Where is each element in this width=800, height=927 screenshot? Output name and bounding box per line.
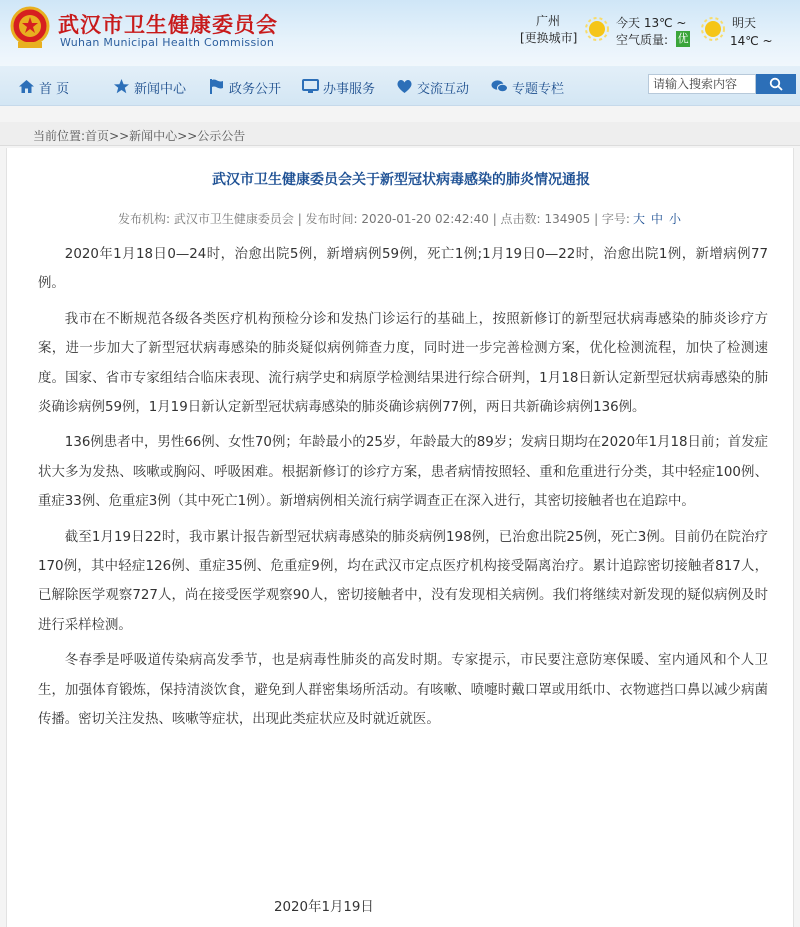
heart-icon [396,78,413,95]
today-temperature: 今天 13℃ ~ [616,16,687,30]
air-quality-badge: 优 [677,32,689,45]
font-size-small-button[interactable]: 小 [669,212,682,226]
breadcrumb-bar [0,122,800,146]
nav-label: 首 页 [39,82,70,97]
publish-time-label: | 发布时间: [297,212,358,226]
national-emblem-icon [10,6,50,50]
sunny-weather-icon [584,16,610,42]
tomorrow-label: 明天 [732,16,757,30]
air-quality-label: 空气质量: [616,33,669,47]
breadcrumb-separator: >> [177,129,198,143]
font-size-label: | 字号: [594,212,630,226]
monitor-icon [302,78,319,95]
nav-label: 政务公开 [229,82,282,97]
article-body [38,240,768,741]
article-paragraph: 136例患者中，男性66例、女性70例；年龄最小的25岁，年龄最大的89岁；发病日期均在2020年1月18日前；首发症状大多为发热、咳嗽或胸闷、呼吸困难。根据新修订的诊疗方案，患者病情按照轻、重和危重进行分类，其中轻症100例、重症33例、危重症3例（其中死亡1例）。新增病例相关流行病学调查正在深入进行，其密切接触者也在追踪中。 [38,435,768,510]
article-paragraph: 我市在不断规范各级各类医疗机构预检分诊和发热门诊运行的基础上，按照新修订的新型冠状病毒感染的肺炎诊疗方案，进一步加大了新型冠状病毒感染的肺炎疑似病例筛查力度，同时进一步完善检测方案，优化检测流程，加快了检测速度。国家、省市专家组结合临床表现、流行病学史和病原学检测结果进行综合研判，1月18日新认定新型冠状病毒感染的肺炎确诊病例59例，1月19日新认定新型冠状病毒感染的肺炎确诊病例77例，两日共新确诊病例136例。 [38,311,768,416]
nav-label: 专题专栏 [512,82,565,97]
article-date: 2020年1月19日 [274,900,374,915]
breadcrumb-news-center[interactable]: 新闻中心 [129,129,178,143]
article-paragraph: 冬春季是呼吸道传染病高发季节，也是病毒性肺炎的高发时期。专家提示，市民要注意防寒保暖、室内通风和个人卫生，加强体育锻炼，保持清淡饮食，避免到人群密集场所活动。有咳嗽、喷嚏时戴口罩或用纸巾、衣物遮挡口鼻以减少病菌传播。密切关注发热、咳嗽等症状，出现此类症状应及时就近就医。 [38,653,768,728]
sunny-weather-icon [700,16,726,42]
home-icon [18,78,35,95]
breadcrumb [33,127,245,144]
weather-city: 广州 [536,14,561,28]
publisher: 武汉市卫生健康委员会 [173,212,294,226]
site-subtitle: Wuhan Municipal Health Commission [60,36,275,49]
click-count: 134905 [544,212,591,226]
nav-label: 办事服务 [323,82,376,97]
breadcrumb-prefix: 当前位置: [33,129,86,143]
article-title: 武汉市卫生健康委员会关于新型冠状病毒感染的肺炎情况通报 [212,172,590,188]
font-size-medium-button[interactable]: 中 [651,212,664,226]
publish-time: 2020-01-20 02:42:40 [361,212,489,226]
star-icon [113,78,130,95]
search-input[interactable] [648,74,756,94]
search-icon [769,77,783,91]
article-paragraph: 截至1月19日22时，我市累计报告新型冠状病毒感染的肺炎病例198例，已治愈出院25例，死亡3例。目前仍在院治疗170例，其中轻症126例、重症35例、危重症9例，均在武汉市定点医疗机构接受隔离治疗。累计追踪密切接触者817人，已解除医学观察727人，尚在接受医学观察90人，密切接触者中，没有发现相关病例。我们将继续对新发现的疑似病例及时进行采样检测。 [38,529,768,633]
nav-label: 交流互动 [417,82,470,97]
chat-icon [491,78,508,95]
tomorrow-temperature: 14℃ ~ [730,34,773,48]
breadcrumb-home[interactable]: 首页 [85,129,110,143]
article-meta [7,210,795,227]
clicks-label: | 点击数: [492,212,541,226]
breadcrumb-announcements[interactable]: 公示公告 [197,129,246,143]
breadcrumb-separator: >> [109,129,130,143]
article-container [6,148,794,927]
nav-label: 新闻中心 [134,82,187,97]
site-header [0,0,800,66]
change-city-link[interactable]: [更换城市] [520,31,578,45]
search-button[interactable] [756,74,796,94]
font-size-large-button[interactable]: 大 [632,212,645,226]
flag-icon [208,78,225,95]
site-title[interactable]: 武汉市卫生健康委员会 [58,13,278,37]
publisher-label: 发布机构: [117,212,171,226]
article-paragraph: 2020年1月18日0—24时，治愈出院5例，新增病例59例，死亡1例;1月19日0—22时，治愈出院1例，新增病例77例。 [38,247,768,292]
